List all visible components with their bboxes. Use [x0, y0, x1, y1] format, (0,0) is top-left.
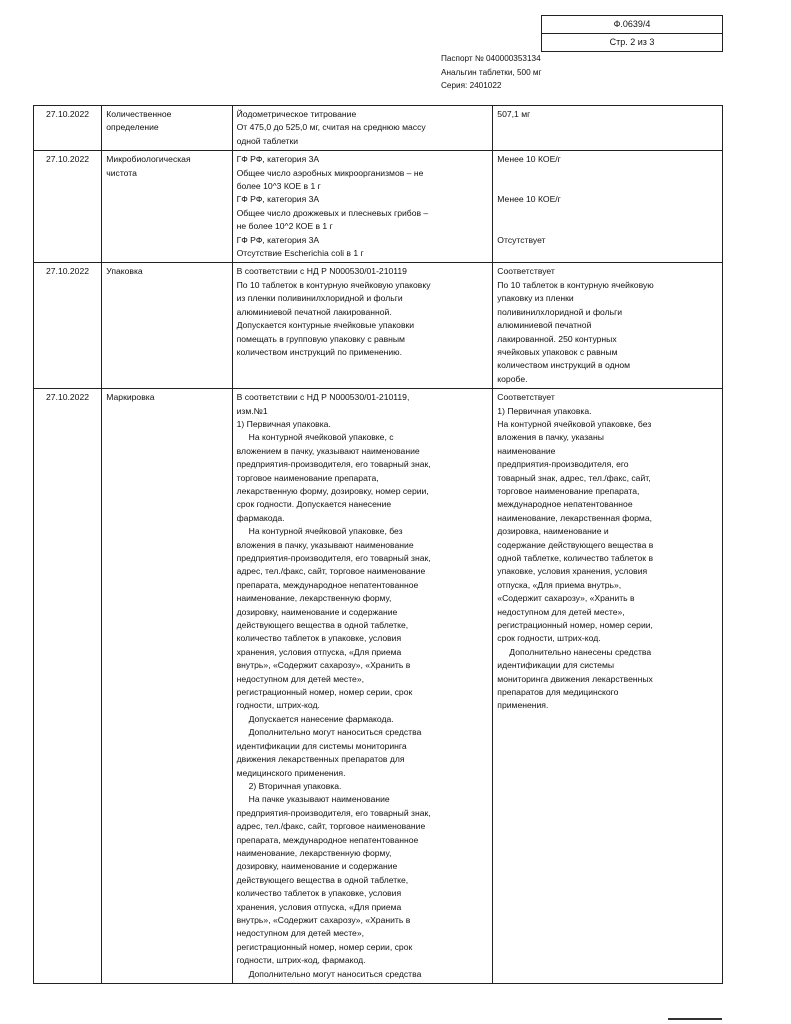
row-test: Упаковка [102, 263, 232, 389]
row-result: Соответствует По 10 таблеток в контурную ячейковую упаковку из пленки поливинилхлоридной и фольги алюминиевой печатной лакированной. 250 контурных ячейковых упаковок с равным количеством инструкций в одном коробе. [493, 263, 723, 389]
table-row [34, 106, 723, 151]
row-test: Количественное определение [102, 106, 232, 151]
row-date: 27.10.2022 [34, 106, 102, 151]
document-meta [441, 52, 542, 93]
table-row [34, 389, 723, 984]
table-row [34, 151, 723, 263]
row-requirement: В соответствии с НД Р N000530/01-210119, изм.№1 1) Первичная упаковка. На контурной ячейковой упаковке, с вложением в пачку, указывают наименование предприятия-производителя, его товарный знак, торговое наименование препарата, лекарственную форму, дозировку, номер серии, срок годности. Допускается нанесение фармакода. На контурной ячейковой упаковке, без вложения в пачку, указывают наименование предприятия-производителя, его товарный знак, адрес, тел./факс, сайт, торговое наименование препарата, международное непатентованное наименование, лекарственную форму, дозировку, наименование и содержание действующего вещества в одной таблетке, количество таблеток в упаковке, условия хранения, условия отпуска, «Для приема внутрь», «Содержит сахарозу», «Хранить в недоступном для детей месте», регистрационный номер, номер серии, срок годности, штрих-код. Допускается нанесение фармакода. Дополнительно могут наноситься средства идентификации для системы мониторинга движения лекарственных препаратов для медицинского применения. 2) Вторичная упаковка. На пачке указывают наименование предприятия-производителя, его товарный знак, адрес, тел./факс, сайт, торговое наименование препарата, международное непатентованное наименование, лекарственную форму, дозировку, наименование и содержание действующего вещества в одной таблетке, количество таблеток в упаковке, условия хранения, условия отпуска, «Для приема внутрь», «Содержит сахарозу», «Хранить в недоступном для детей месте», регистрационный номер, номер серии, срок годности, штрих-код, фармакод. Дополнительно могут наноситься средства [232, 389, 493, 984]
row-test: Маркировка [102, 389, 232, 984]
row-date: 27.10.2022 [34, 263, 102, 389]
scan-mark [668, 1018, 722, 1020]
form-code-box [541, 15, 723, 52]
row-requirement: ГФ РФ, категория 3А Общее число аэробных микроорганизмов – не более 10^3 КОЕ в 1 г ГФ РФ, категория 3А Общее число дрожжевых и плесневых грибов – не более 10^2 КОЕ в 1 г ГФ РФ, категория 3А Отсутствие Escherichia coli в 1 г [232, 151, 493, 263]
row-test: Микробиологическая чистота [102, 151, 232, 263]
passport-number: Паспорт № 040000353134 [441, 54, 541, 63]
table-row [34, 263, 723, 389]
form-code: Ф.0639/4 [613, 19, 651, 29]
row-requirement: Йодометрическое титрование От 475,0 до 525,0 мг, считая на среднюю массу одной таблетки [232, 106, 493, 151]
row-requirement: В соответствии с НД Р N000530/01-210119 По 10 таблеток в контурную ячейковую упаковку из пленки поливинилхлоридной и фольги алюминиевой печатной лакированной. Допускается контурные ячейковые упаковки помещать в групповую упаковку с равным количеством инструкций по применению. [232, 263, 493, 389]
test-results-table [33, 105, 723, 984]
row-result: 507,1 мг [493, 106, 723, 151]
batch-series: Серия: 2401022 [441, 81, 502, 91]
product-name: Анальгин таблетки, 500 мг [441, 67, 542, 77]
page-number: Стр. 2 из 3 [542, 33, 722, 51]
row-date: 27.10.2022 [34, 389, 102, 984]
row-date: 27.10.2022 [34, 151, 102, 263]
row-result: Менее 10 КОЕ/г Менее 10 КОЕ/г Отсутствует [493, 151, 723, 263]
row-result: Соответствует 1) Первичная упаковка. На контурной ячейковой упаковке, без вложения в пачку, указаны наименование предприятия-производителя, его товарный знак, адрес, тел./факс, сайт, торговое наименование препарата, международное непатентованное наименование, лекарственная форма, дозировка, наименование и содержание действующего вещества в одной таблетке, количество таблеток в упаковке, условия хранения, условия отпуска, «Для приема внутрь», «Содержит сахарозу», «Хранить в недоступном для детей месте», регистрационный номер, номер серии, срок годности, штрих-код. Дополнительно нанесены средства идентификации для системы мониторинга движения лекарственных препаратов для медицинского применения. [493, 389, 723, 984]
